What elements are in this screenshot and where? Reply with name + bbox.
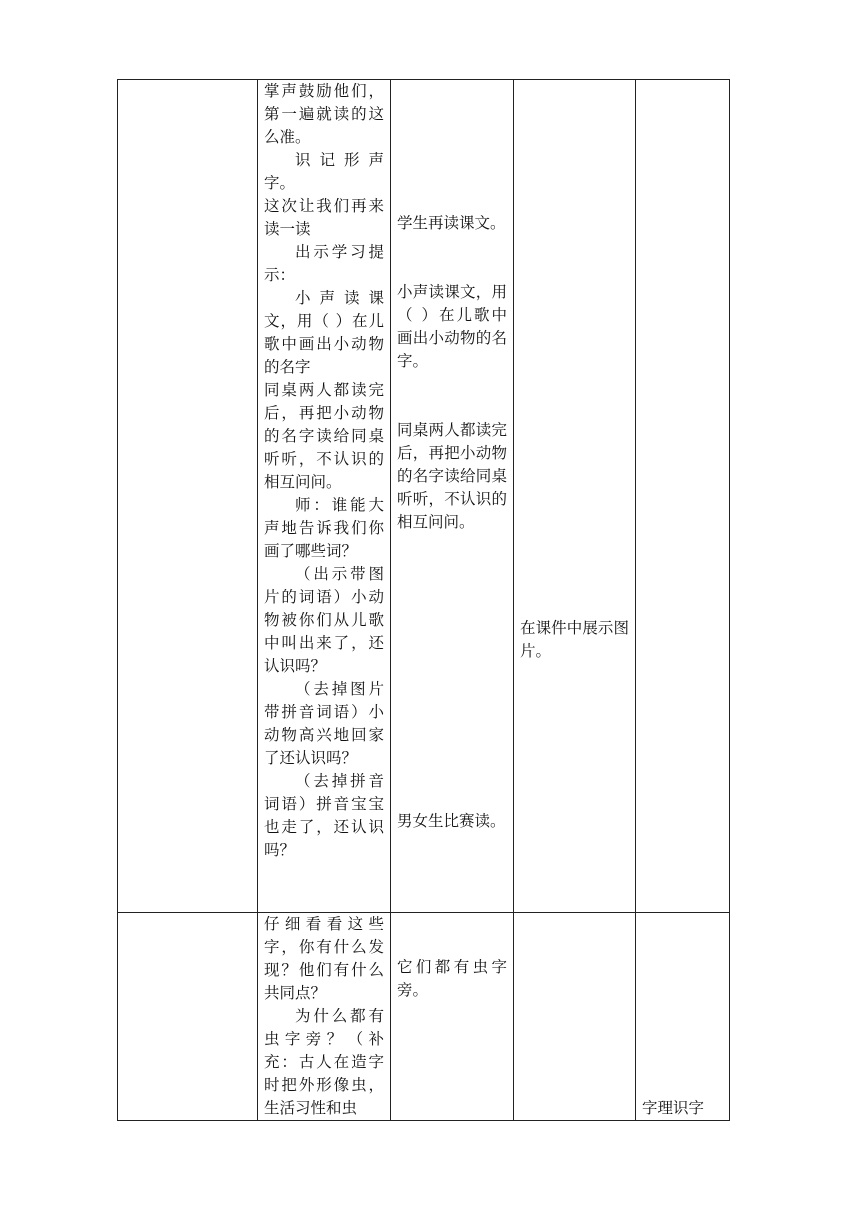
- intent-line: 字理识字: [642, 1099, 705, 1117]
- student-line: 学生再读课文。: [397, 214, 506, 232]
- teacher-line: 为什么都有虫字旁？（补充：古人在造字时把外形像虫，生活习性和虫: [264, 1007, 384, 1117]
- intent-cell: [636, 913, 730, 1121]
- intent-cell: [636, 80, 730, 913]
- spacer: [397, 373, 507, 419]
- stage-cell: [118, 913, 258, 1121]
- table-row: [118, 913, 730, 1121]
- student-activity-cell: [391, 913, 514, 1121]
- spacer: [520, 80, 629, 617]
- media-line: 在课件中展示图片。: [520, 619, 629, 660]
- spacer: [397, 80, 507, 212]
- student-line: 它们都有虫字旁。: [397, 958, 507, 999]
- spacer: [397, 534, 507, 810]
- lesson-plan-table: [117, 79, 730, 1121]
- teacher-activity-cell: [258, 80, 391, 913]
- teacher-line: 小声读课文，用（ ）在儿歌中画出小动物的名字: [264, 289, 384, 376]
- table-row: [118, 80, 730, 913]
- teacher-line: 出示学习提示：: [264, 243, 384, 284]
- teacher-line: 识记形声字。: [264, 151, 384, 192]
- teacher-activity-cell: [258, 913, 391, 1121]
- teacher-line: 掌声鼓励他们，第一遍就读的这么准。: [264, 82, 384, 146]
- student-line: 同桌两人都读完后，再把小动物的名字读给同桌听听，不认识的相互问问。: [397, 421, 507, 531]
- teacher-line: 师：谁能大声地告诉我们你画了哪些词？: [264, 496, 384, 560]
- teacher-line: （去掉图片带拼音词语）小动物高兴地回家了还认识吗？: [264, 680, 384, 767]
- spacer: [397, 235, 507, 281]
- teacher-line: （去掉拼音词语）拼音宝宝也走了，还认识吗？: [264, 772, 384, 859]
- student-line: 小声读课文，用（ ）在儿歌中画出小动物的名字。: [397, 283, 507, 370]
- teacher-line: （出示带图片的词语）小动物被你们从儿歌中叫出来了，还认识吗？: [264, 565, 384, 675]
- teacher-line: 仔细看看这些字，你有什么发现？他们有什么共同点？: [264, 915, 384, 1002]
- teacher-line: 这次让我们再来读一读: [264, 197, 384, 238]
- teacher-line: 同桌两人都读完后，再把小动物的名字读给同桌听听，不认识的相互问问。: [264, 381, 384, 491]
- stage-cell: [118, 80, 258, 913]
- student-line: 男女生比赛读。: [397, 812, 506, 830]
- student-activity-cell: [391, 80, 514, 913]
- media-cell: [514, 913, 636, 1121]
- spacer: [397, 913, 507, 956]
- media-cell: [514, 80, 636, 913]
